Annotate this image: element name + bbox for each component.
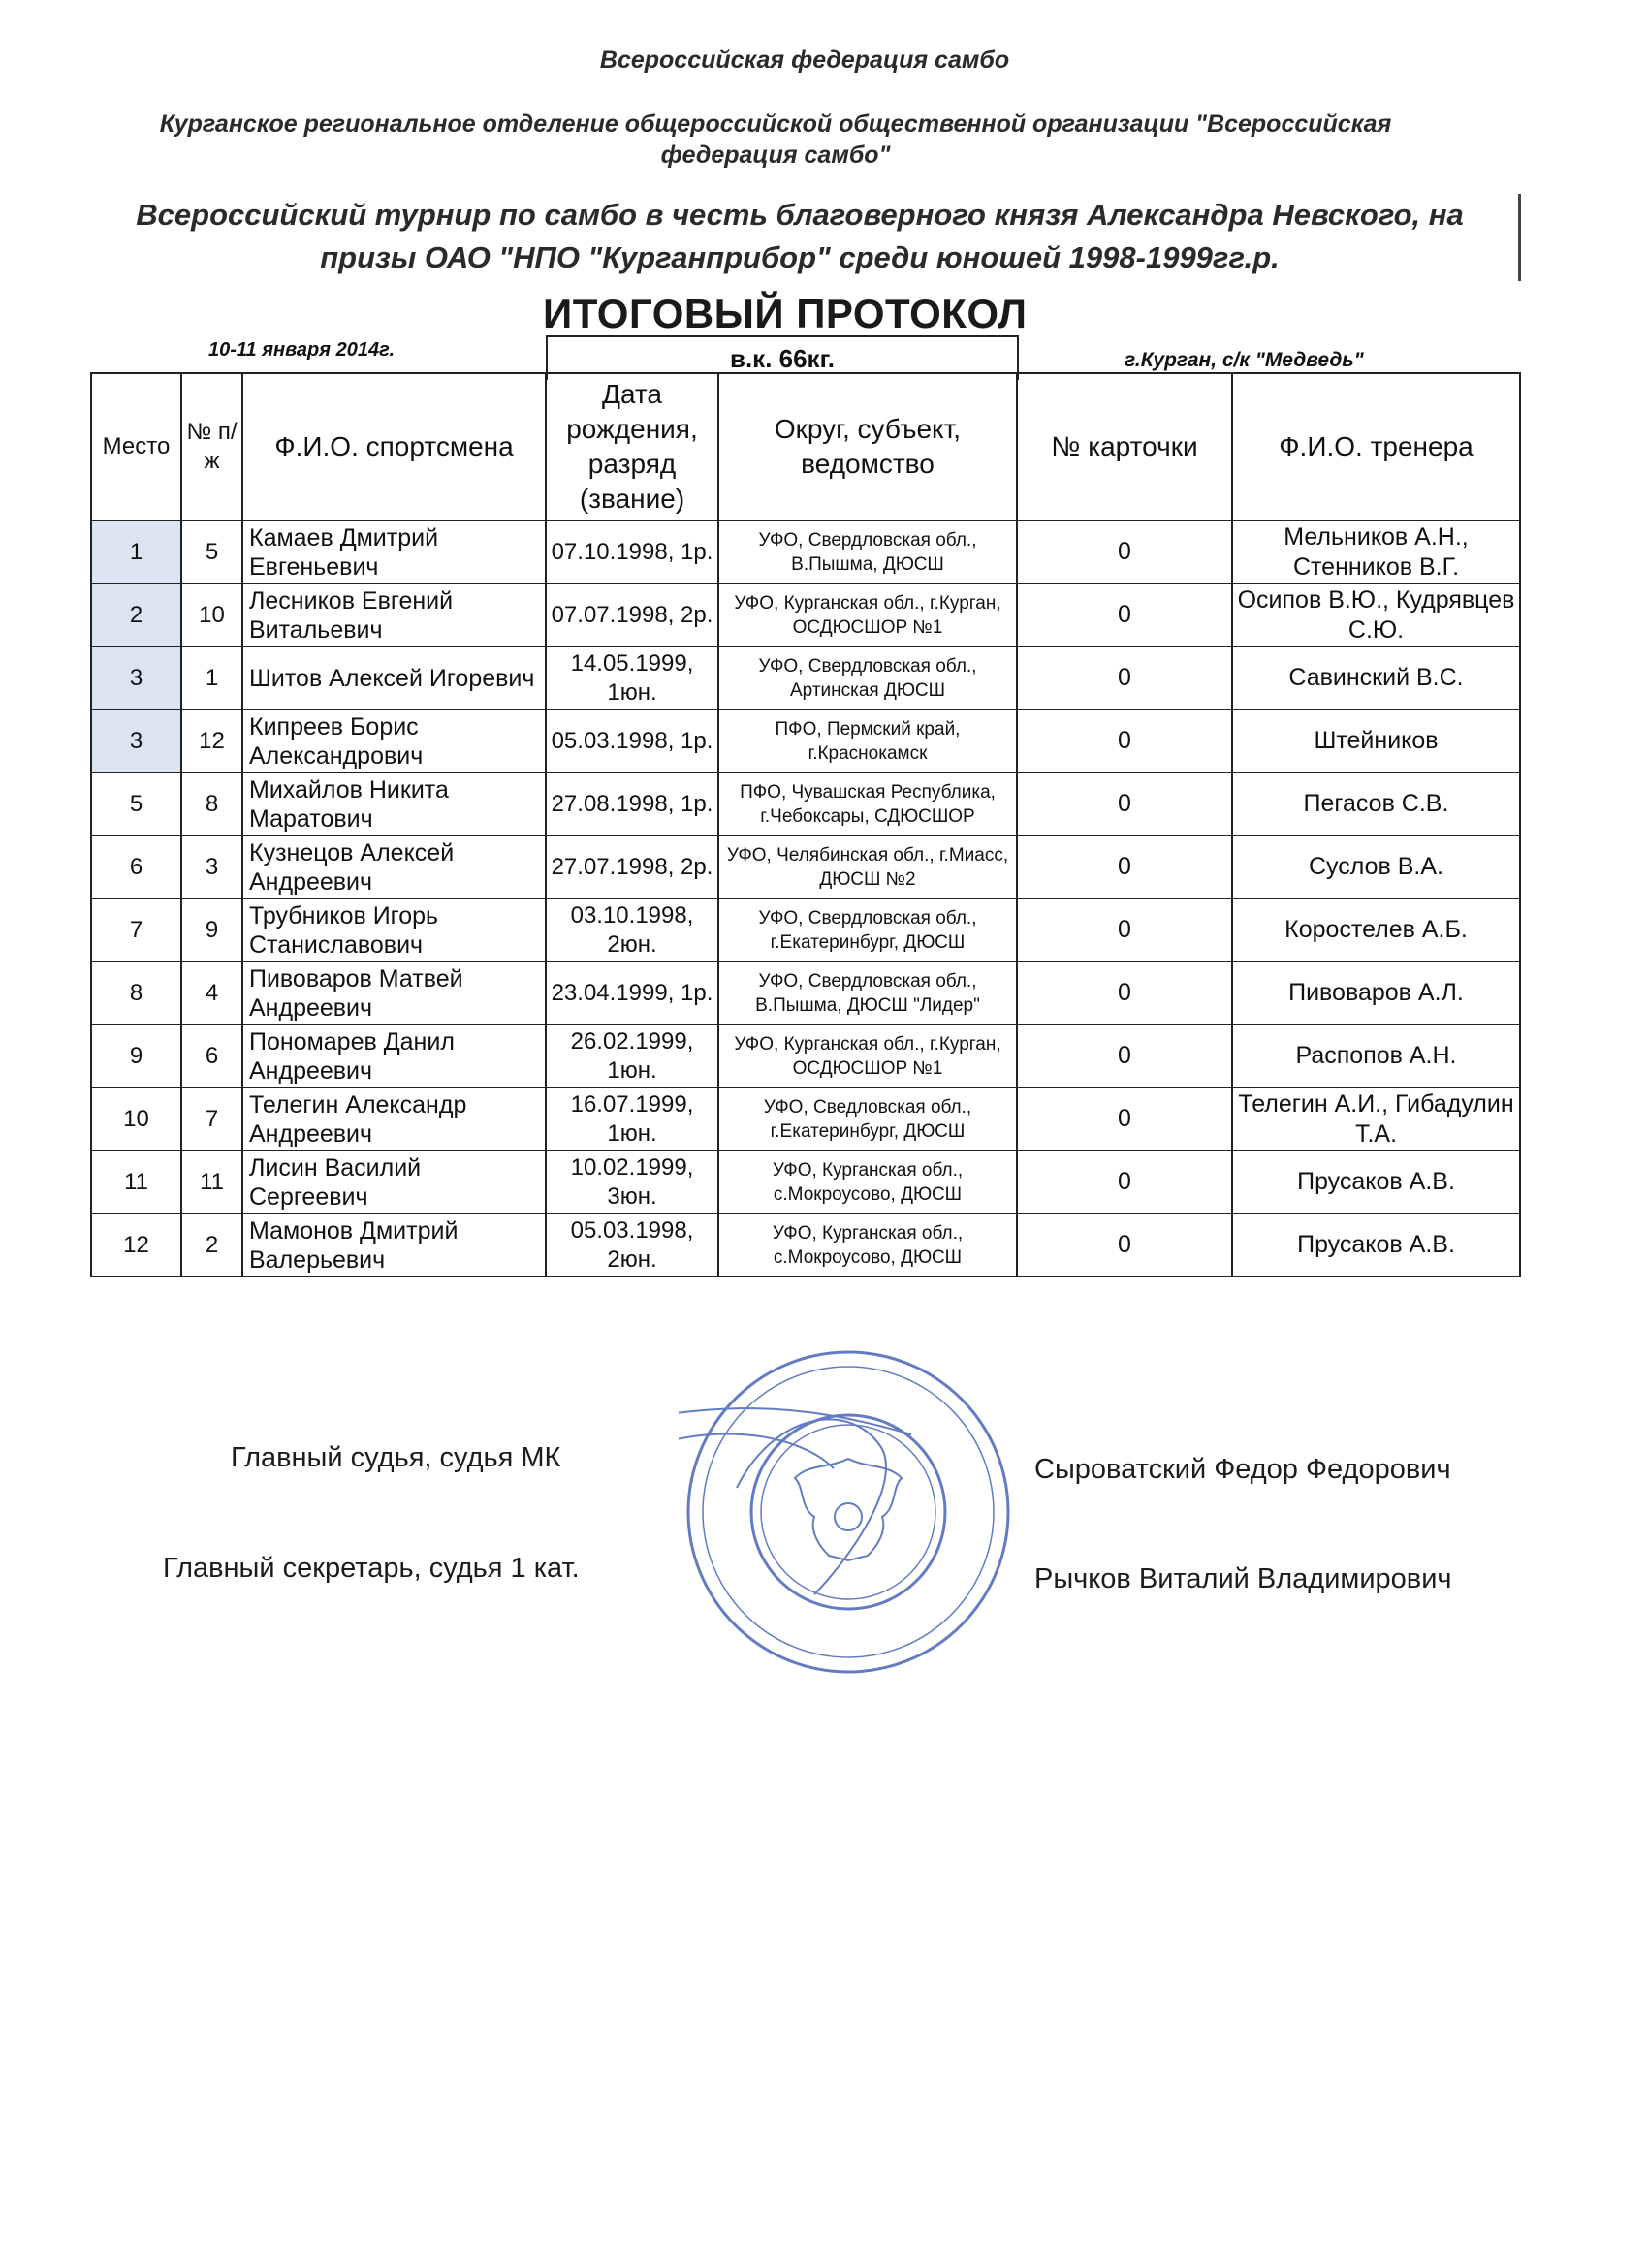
number-cell: 10 bbox=[181, 583, 242, 646]
number-cell: 5 bbox=[181, 520, 242, 583]
chief-secretary-name: Рычков Виталий Владимирович bbox=[1034, 1563, 1452, 1594]
place-cell: 9 bbox=[91, 1024, 181, 1087]
athlete-name-cell: Мамонов Дмитрий Валерьевич bbox=[242, 1213, 546, 1276]
athlete-name-cell: Шитов Алексей Игоревич bbox=[242, 646, 546, 709]
results-table bbox=[90, 372, 1521, 1277]
table-row bbox=[91, 961, 1520, 1024]
region-cell: УФО, Челябинская обл., г.Миасс, ДЮСШ №2 bbox=[718, 835, 1017, 898]
card-cell: 0 bbox=[1017, 520, 1232, 583]
number-cell: 4 bbox=[181, 961, 242, 1024]
coach-cell: Савинский В.С. bbox=[1232, 646, 1520, 709]
coach-cell: Коростелев А.Б. bbox=[1232, 898, 1520, 961]
athlete-name-cell: Кузнецов Алексей Андреевич bbox=[242, 835, 546, 898]
header-name: Ф.И.О. спортсмена bbox=[242, 373, 546, 520]
table-row bbox=[91, 1213, 1520, 1276]
place-cell: 5 bbox=[91, 772, 181, 835]
athlete-name-cell: Лисин Василий Сергеевич bbox=[242, 1150, 546, 1213]
number-cell: 7 bbox=[181, 1087, 242, 1150]
card-cell: 0 bbox=[1017, 1024, 1232, 1087]
region-cell: УФО, Сведловская обл., г.Екатеринбург, ДЮСШ bbox=[718, 1087, 1017, 1150]
athlete-name-cell: Трубников Игорь Станиславович bbox=[242, 898, 546, 961]
header-coach: Ф.И.О. тренера bbox=[1232, 373, 1520, 520]
birth-rank-cell: 07.07.1998, 2р. bbox=[546, 583, 718, 646]
place-cell: 7 bbox=[91, 898, 181, 961]
number-cell: 3 bbox=[181, 835, 242, 898]
coach-cell: Суслов В.А. bbox=[1232, 835, 1520, 898]
weight-class: в.к. 66кг. bbox=[546, 335, 1019, 380]
coach-cell: Прусаков А.В. bbox=[1232, 1150, 1520, 1213]
region-cell: УФО, Курганская обл., с.Мокроусово, ДЮСШ bbox=[718, 1150, 1017, 1213]
chief-secretary-title: Главный секретарь, судья 1 кат. bbox=[163, 1553, 580, 1584]
header-num: № п/ж bbox=[181, 373, 242, 520]
card-cell: 0 bbox=[1017, 1150, 1232, 1213]
region-cell: ПФО, Чувашская Республика, г.Чебоксары, СДЮСШОР bbox=[718, 772, 1017, 835]
coach-cell: Мельников А.Н., Стенников В.Г. bbox=[1232, 520, 1520, 583]
birth-rank-cell: 23.04.1999, 1р. bbox=[546, 961, 718, 1024]
competition-date: 10-11 января 2014г. bbox=[208, 339, 396, 361]
athlete-name-cell: Пономарев Данил Андреевич bbox=[242, 1024, 546, 1087]
region-cell: УФО, Свердловская обл., В.Пышма, ДЮСШ "Лидер" bbox=[718, 961, 1017, 1024]
number-cell: 8 bbox=[181, 772, 242, 835]
table-row bbox=[91, 583, 1520, 646]
coach-cell: Прусаков А.В. bbox=[1232, 1213, 1520, 1276]
number-cell: 6 bbox=[181, 1024, 242, 1087]
birth-rank-cell: 03.10.1998, 2юн. bbox=[546, 898, 718, 961]
federation-name: Всероссийская федерация самбо bbox=[599, 47, 1010, 74]
header-card: № карточки bbox=[1017, 373, 1232, 520]
birth-rank-cell: 16.07.1999, 1юн. bbox=[546, 1087, 718, 1150]
place-cell: 8 bbox=[91, 961, 181, 1024]
coach-cell: Пивоваров А.Л. bbox=[1232, 961, 1520, 1024]
region-cell: УФО, Свердловская обл., Артинская ДЮСШ bbox=[718, 646, 1017, 709]
place-cell: 3 bbox=[91, 709, 181, 772]
chief-judge-name: Сыроватский Федор Федорович bbox=[1034, 1454, 1451, 1485]
header-place: Место bbox=[91, 373, 181, 520]
athlete-name-cell: Пивоваров Матвей Андреевич bbox=[242, 961, 546, 1024]
table-header-row bbox=[91, 373, 1520, 520]
coach-cell: Штейников bbox=[1232, 709, 1520, 772]
chief-judge-title: Главный судья, судья МК bbox=[231, 1442, 561, 1473]
number-cell: 1 bbox=[181, 646, 242, 709]
card-cell: 0 bbox=[1017, 772, 1232, 835]
birth-rank-cell: 05.03.1998, 1р. bbox=[546, 709, 718, 772]
coach-cell: Пегасов С.В. bbox=[1232, 772, 1520, 835]
birth-rank-cell: 26.02.1999, 1юн. bbox=[546, 1024, 718, 1087]
birth-rank-cell: 27.07.1998, 2р. bbox=[546, 835, 718, 898]
place-cell: 2 bbox=[91, 583, 181, 646]
card-cell: 0 bbox=[1017, 1087, 1232, 1150]
place-cell: 10 bbox=[91, 1087, 181, 1150]
athlete-name-cell: Кипреев Борис Александрович bbox=[242, 709, 546, 772]
table-row bbox=[91, 898, 1520, 961]
table-row bbox=[91, 835, 1520, 898]
place-cell: 11 bbox=[91, 1150, 181, 1213]
table-row bbox=[91, 520, 1520, 583]
table-row bbox=[91, 1024, 1520, 1087]
table-row bbox=[91, 646, 1520, 709]
birth-rank-cell: 27.08.1998, 1р. bbox=[546, 772, 718, 835]
card-cell: 0 bbox=[1017, 961, 1232, 1024]
venue: г.Курган, с/к "Медведь" bbox=[1125, 349, 1364, 371]
region-cell: УФО, Курганская обл., г.Курган, ОСДЮСШОР №1 bbox=[718, 583, 1017, 646]
number-cell: 9 bbox=[181, 898, 242, 961]
birth-rank-cell: 14.05.1999, 1юн. bbox=[546, 646, 718, 709]
protocol-title: ИТОГОВЫЙ ПРОТОКОЛ bbox=[543, 291, 1028, 336]
region-cell: УФО, Курганская обл., г.Курган, ОСДЮСШОР №1 bbox=[718, 1024, 1017, 1087]
table-row bbox=[91, 709, 1520, 772]
regional-branch: Курганское региональное отделение общероссийской общественной организации "Всероссийская федерация самбо" bbox=[159, 110, 1392, 169]
table-row bbox=[91, 1087, 1520, 1150]
place-cell: 6 bbox=[91, 835, 181, 898]
athlete-name-cell: Михайлов Никита Маратович bbox=[242, 772, 546, 835]
card-cell: 0 bbox=[1017, 1213, 1232, 1276]
region-cell: ПФО, Пермский край, г.Краснокамск bbox=[718, 709, 1017, 772]
header-dob: Дата рождения, разряд (звание) bbox=[546, 373, 718, 520]
coach-cell: Распопов А.Н. bbox=[1232, 1024, 1520, 1087]
header-region: Округ, субъект, ведомство bbox=[718, 373, 1017, 520]
number-cell: 11 bbox=[181, 1150, 242, 1213]
region-cell: УФО, Свердловская обл., г.Екатеринбург, ДЮСШ bbox=[718, 898, 1017, 961]
margin-mark bbox=[1518, 194, 1521, 281]
card-cell: 0 bbox=[1017, 646, 1232, 709]
table-row bbox=[91, 1150, 1520, 1213]
card-cell: 0 bbox=[1017, 583, 1232, 646]
card-cell: 0 bbox=[1017, 898, 1232, 961]
place-cell: 3 bbox=[91, 646, 181, 709]
card-cell: 0 bbox=[1017, 709, 1232, 772]
coach-cell: Осипов В.Ю., Кудрявцев С.Ю. bbox=[1232, 583, 1520, 646]
region-cell: УФО, Курганская обл., с.Мокроусово, ДЮСШ bbox=[718, 1213, 1017, 1276]
place-cell: 1 bbox=[91, 520, 181, 583]
official-round-seal-icon bbox=[679, 1342, 1018, 1682]
region-cell: УФО, Свердловская обл., В.Пышма, ДЮСШ bbox=[718, 520, 1017, 583]
tournament-title: Всероссийский турнир по самбо в честь благоверного князя Александра Невского, на призы ОАО "НПО "Курганприбор" среди юношей 1998-1999гг.р. bbox=[136, 198, 1464, 274]
number-cell: 12 bbox=[181, 709, 242, 772]
birth-rank-cell: 05.03.1998, 2юн. bbox=[546, 1213, 718, 1276]
birth-rank-cell: 10.02.1999, 3юн. bbox=[546, 1150, 718, 1213]
place-cell: 12 bbox=[91, 1213, 181, 1276]
table-row bbox=[91, 772, 1520, 835]
athlete-name-cell: Камаев Дмитрий Евгеньевич bbox=[242, 520, 546, 583]
athlete-name-cell: Телегин Александр Андреевич bbox=[242, 1087, 546, 1150]
card-cell: 0 bbox=[1017, 835, 1232, 898]
number-cell: 2 bbox=[181, 1213, 242, 1276]
coach-cell: Телегин А.И., Гибадулин Т.А. bbox=[1232, 1087, 1520, 1150]
birth-rank-cell: 07.10.1998, 1р. bbox=[546, 520, 718, 583]
athlete-name-cell: Лесников Евгений Витальевич bbox=[242, 583, 546, 646]
